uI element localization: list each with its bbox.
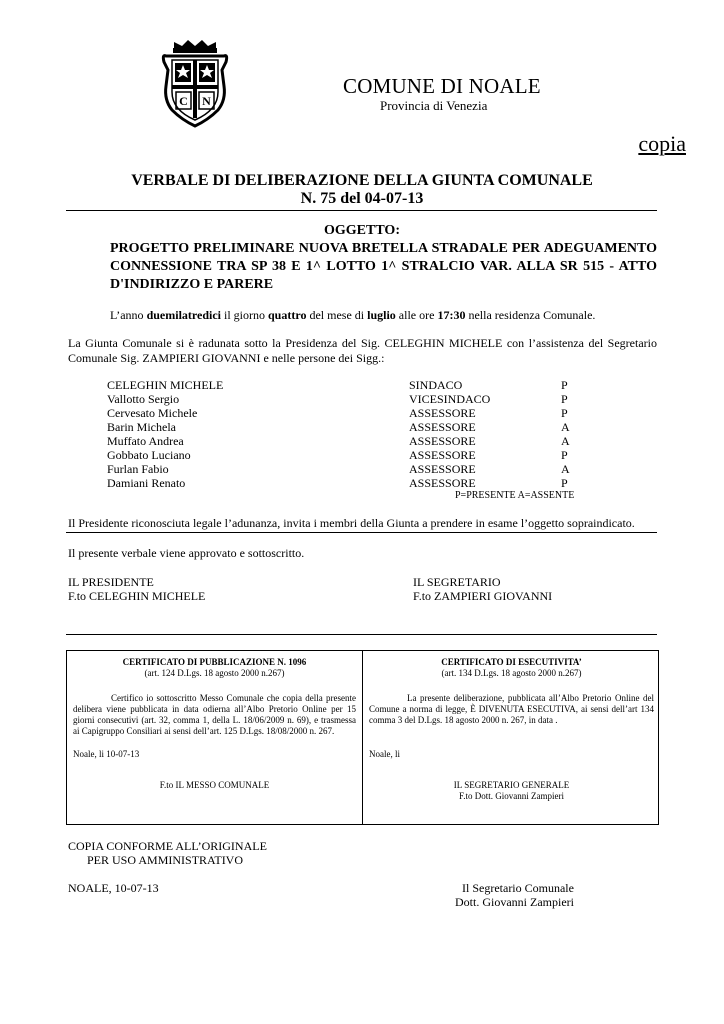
document-title: VERBALE DI DELIBERAZIONE DELLA GIUNTA COMUNALE [131, 172, 593, 189]
execution-signer-title: IL SEGRETARIO GENERALE [453, 780, 570, 790]
publication-certificate [67, 651, 363, 824]
publication-certificate-law: (art. 124 D.Lgs. 18 agosto 2000 n.267) [144, 668, 285, 678]
secretary-label: IL SEGRETARIO [413, 575, 501, 589]
member-row [107, 434, 581, 448]
meeting-date-paragraph [110, 308, 670, 323]
member-role: SINDACO [409, 378, 463, 392]
footer-secretary-name: Dott. Giovanni Zampieri [455, 895, 574, 909]
svg-text:C: C [179, 94, 188, 108]
president-label: IL PRESIDENTE [68, 575, 154, 589]
member-name: Cervesato Michele [107, 406, 198, 420]
member-role: ASSESSORE [409, 420, 476, 434]
divider [66, 532, 657, 533]
divider [66, 634, 657, 635]
member-row [107, 378, 581, 392]
subject-label: OGGETTO: [324, 223, 400, 238]
presidency-paragraph: La Giunta Comunale si è radunata sotto la Presidenza del Sig. CELEGHIN MICHELE con l’assistenza del Segretario Comunale Sig. ZAMPIERI GIOVANNI e nelle persone dei Sigg.: [68, 336, 657, 365]
execution-date: Noale, li [369, 749, 400, 759]
copy-label: copia [638, 131, 686, 156]
member-role: ASSESSORE [409, 476, 476, 490]
member-row [107, 420, 581, 434]
member-row [107, 462, 581, 476]
province-name: Provincia di Venezia [380, 98, 488, 113]
text-segment: L’anno [110, 308, 147, 322]
members-list [107, 378, 581, 490]
president-note: Il Presidente riconosciuta legale l’adunanza, invita i membri della Giunta a prendere in esame l’oggetto sopraindicato. [68, 516, 635, 530]
approval-note: Il presente verbale viene approvato e sottoscritto. [68, 546, 305, 560]
text-segment: del mese di [306, 308, 368, 322]
deliberation-number: N. 75 del 04-07-13 [300, 190, 424, 207]
member-attendance: A [561, 420, 570, 434]
municipality-name: COMUNE DI NOALE [343, 74, 541, 98]
municipal-coat-of-arms [160, 40, 230, 130]
member-attendance: P [561, 448, 568, 462]
footer-place-date: NOALE, 10-07-13 [68, 881, 159, 895]
member-name: Damiani Renato [107, 476, 186, 490]
attendance-legend: P=PRESENTE A=ASSENTE [455, 490, 575, 501]
member-name: Gobbato Luciano [107, 448, 191, 462]
member-name: Barin Michela [107, 420, 176, 434]
member-attendance: P [561, 392, 568, 406]
certificates-box [66, 650, 659, 825]
meeting-month: luglio [367, 308, 396, 322]
meeting-time: 17:30 [437, 308, 466, 322]
member-name: Muffato Andrea [107, 434, 184, 448]
member-row [107, 392, 581, 406]
member-row [107, 406, 581, 420]
execution-certificate-title: CERTIFICATO DI ESECUTIVITA’ [441, 657, 582, 667]
member-role: ASSESSORE [409, 434, 476, 448]
member-attendance: P [561, 476, 568, 490]
svg-text:N: N [202, 94, 211, 108]
member-role: ASSESSORE [409, 406, 476, 420]
member-attendance: A [561, 434, 570, 448]
execution-signer-name: F.to Dott. Giovanni Zampieri [458, 791, 565, 801]
publication-signer: F.to IL MESSO COMUNALE [159, 780, 270, 790]
member-role: ASSESSORE [409, 462, 476, 476]
member-row [107, 448, 581, 462]
publication-date: Noale, li 10-07-13 [73, 749, 140, 759]
member-attendance: A [561, 462, 570, 476]
member-role: VICESINDACO [409, 392, 491, 406]
publication-certificate-title: CERTIFICATO DI PUBBLICAZIONE N. 1096 [122, 657, 307, 667]
member-attendance: P [561, 378, 568, 392]
execution-certificate-law: (art. 134 D.Lgs. 18 agosto 2000 n.267) [441, 668, 582, 678]
publication-certificate-body: Certifico io sottoscritto Messo Comunale che copia della presente delibera viene pubblicata in data odierna all’Albo Pretorio Online per 15 giorni consecutivi (art. 32, comma 1, della L. 18/06/2009 n. 69), e trasmessa ai Capigruppo Consiliari ai sensi dell’art. 125 D.Lgs. 18/08/2000 n. 267. [73, 693, 356, 736]
conform-copy-line1: COPIA CONFORME ALL’ORIGINALE [68, 839, 267, 853]
subject-text: PROGETTO PRELIMINARE NUOVA BRETELLA STRADALE PER ADEGUAMENTO CONNESSIONE TRA SP 38 E 1^ LOTTO 1^ STRALCIO VAR. ALLA SR 515 - ATTO D'INDIRIZZO E PARERE [110, 241, 657, 292]
secretary-signature: F.to ZAMPIERI GIOVANNI [413, 589, 553, 603]
member-name: Furlan Fabio [107, 462, 169, 476]
text-segment: alle ore [395, 308, 438, 322]
meeting-year: duemilatredici [146, 308, 221, 322]
member-role: ASSESSORE [409, 448, 476, 462]
conform-copy-line2: PER USO AMMINISTRATIVO [87, 853, 244, 867]
execution-certificate-body: La presente deliberazione, pubblicata all’Albo Pretorio Online del Comune a norma di legge, È DIVENUTA ESECUTIVA, ai sensi dell’art 134 comma 3 del D.Lgs. 18 agosto 2000 n. 267, in data . [369, 693, 654, 725]
president-signature: F.to CELEGHIN MICHELE [68, 589, 206, 603]
text-segment: nella residenza Comunale. [465, 308, 596, 322]
meeting-day: quattro [268, 308, 307, 322]
members-table [107, 378, 581, 490]
divider [66, 210, 657, 211]
execution-certificate [363, 651, 660, 824]
member-row [107, 476, 581, 490]
text-segment: il giorno [221, 308, 268, 322]
member-name: Vallotto Sergio [107, 392, 180, 406]
member-attendance: P [561, 406, 568, 420]
footer-secretary-title: Il Segretario Comunale [462, 881, 574, 895]
member-name: CELEGHIN MICHELE [107, 378, 224, 392]
